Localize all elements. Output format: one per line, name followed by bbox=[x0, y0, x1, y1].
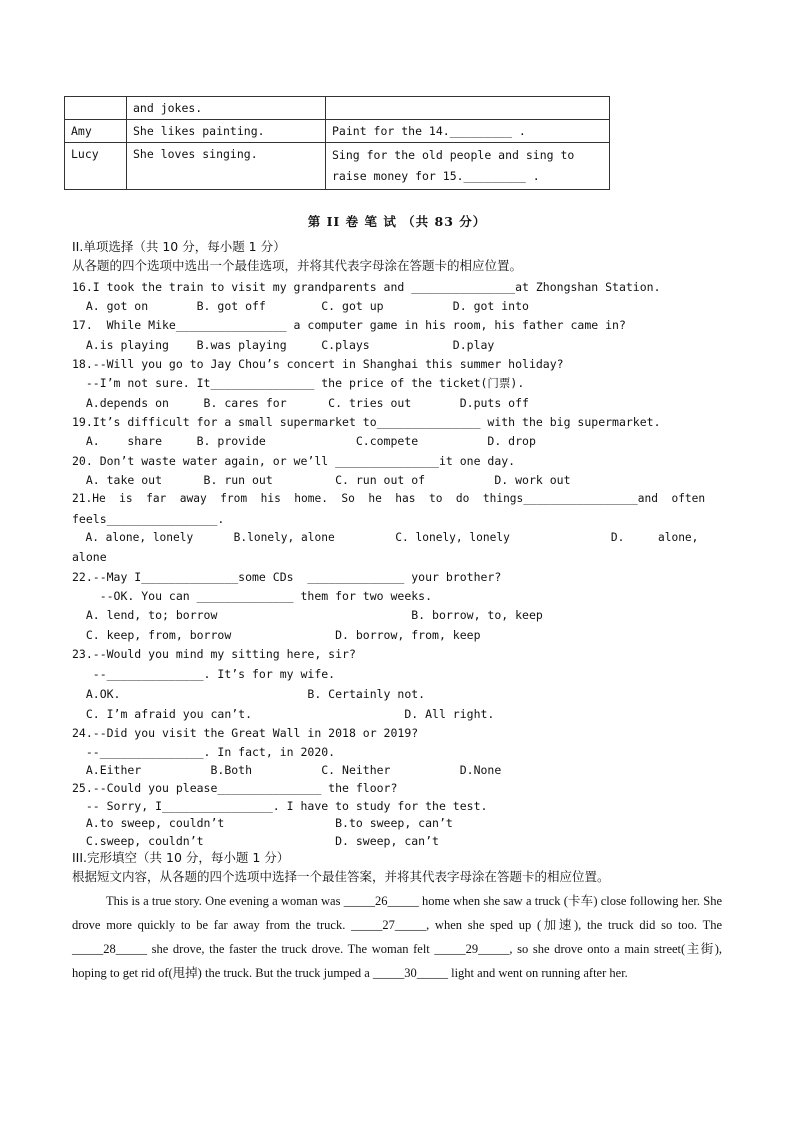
options-line: A.to sweep, couldn’t B.to sweep, can’t bbox=[72, 816, 453, 830]
part3-heading: III.完形填空（共 10 分，每小题 1 分） bbox=[72, 850, 290, 865]
question-line: --______________. It’s for my wife. bbox=[72, 667, 336, 681]
question-line: feels________________. bbox=[72, 512, 225, 526]
table-cell-hobby: She likes painting. bbox=[127, 120, 326, 143]
options-line: A.OK. B. Certainly not. bbox=[72, 687, 426, 701]
table-cell-plan: Paint for the 14._________ . bbox=[326, 120, 610, 143]
part2-heading: II.单项选择（共 10 分，每小题 1 分） bbox=[72, 239, 286, 254]
part2-instruction: 从各题的四个选项中选出一个最佳选项，并将其代表字母涂在答题卡的相应位置。 bbox=[72, 258, 523, 273]
options-line: C. I’m afraid you can’t. D. All right. bbox=[72, 707, 495, 721]
table-cell-name bbox=[65, 97, 127, 120]
options-line: A.Either B.Both C. Neither D.None bbox=[72, 763, 502, 777]
cloze-passage bbox=[72, 889, 722, 985]
question-line: 25.--Could you please_______________ the floor? bbox=[72, 781, 398, 795]
question-line: 18.--Will you go to Jay Chou’s concert in Shanghai this summer holiday? bbox=[72, 357, 564, 371]
options-line: A.depends on B. cares for C. tries out D.puts off bbox=[72, 396, 529, 410]
options-line: C.sweep, couldn’t D. sweep, can’t bbox=[72, 834, 439, 848]
table-cell-hobby: She loves singing. bbox=[127, 143, 326, 190]
table-row bbox=[65, 97, 610, 120]
options-line: C. keep, from, borrow D. borrow, from, keep bbox=[72, 628, 481, 642]
question-line: --_______________. In fact, in 2020. bbox=[72, 745, 336, 759]
table-cell-name: Lucy bbox=[65, 143, 127, 190]
question-line: 19.It’s difficult for a small supermarket to_______________ with the big supermarket. bbox=[72, 415, 661, 429]
table-row bbox=[65, 143, 610, 190]
table-cell-name: Amy bbox=[65, 120, 127, 143]
hobby-table bbox=[64, 96, 610, 190]
question-line: --OK. You can ______________ them for two weeks. bbox=[72, 589, 433, 603]
question-line: 17. While Mike________________ a computer game in his room, his father came in? bbox=[72, 318, 626, 332]
question-line: 16.I took the train to visit my grandparents and _______________at Zhongshan Station. bbox=[72, 280, 661, 294]
table-cell-hobby: and jokes. bbox=[127, 97, 326, 120]
options-line: A.is playing B.was playing C.plays D.play bbox=[72, 338, 495, 352]
question-line: 21.He is far away from his home. So he has to do things_________________and often bbox=[72, 492, 706, 505]
question-line: 24.--Did you visit the Great Wall in 2018 or 2019? bbox=[72, 726, 419, 740]
options-line: alone bbox=[72, 550, 107, 564]
table-cell-plan: Sing for the old people and sing to raise money for 15._________ . bbox=[326, 143, 610, 190]
options-line: A. share B. provide C.compete D. drop bbox=[72, 434, 536, 448]
question-line: 22.--May I______________some CDs ______________ your brother? bbox=[72, 570, 502, 584]
options-line: A. alone, lonely B.lonely, alone C. lonely, lonely D. alone, bbox=[72, 531, 699, 544]
section-title: 第 II 卷 笔 试 （共 83 分） bbox=[307, 214, 487, 229]
table-cell-plan bbox=[326, 97, 610, 120]
question-line: --I’m not sure. It_______________ the price of the ticket(门票). bbox=[72, 376, 525, 390]
options-line: A. lend, to; borrow B. borrow, to, keep bbox=[72, 608, 543, 622]
options-line: A. got on B. got off C. got up D. got into bbox=[72, 299, 529, 313]
question-line: 23.--Would you mind my sitting here, sir? bbox=[72, 647, 356, 661]
question-line: 20. Don’t waste water again, or we’ll _______________it one day. bbox=[72, 454, 516, 468]
options-line: A. take out B. run out C. run out of D. work out bbox=[72, 473, 571, 487]
part3-instruction: 根据短文内容，从各题的四个选项中选择一个最佳答案，并将其代表字母涂在答题卡的相应位置。 bbox=[72, 869, 610, 884]
table-row bbox=[65, 120, 610, 143]
cloze-paragraph: This is a true story. One evening a woman was _____26_____ home when she saw a truck (卡车) close following her. She drove more quickly to be far away from the truck. _____27_____, when she sped up (加速), the truck did so too. The _____28_____ she drove, the faster the truck drove. The woman felt _____29_____, so she drove onto a main street(主街), hoping to get rid of(甩掉) the truck. But the truck jumped a _____30_____ light and went on running after her. bbox=[72, 894, 722, 980]
question-line: -- Sorry, I________________. I have to study for the test. bbox=[72, 799, 488, 813]
